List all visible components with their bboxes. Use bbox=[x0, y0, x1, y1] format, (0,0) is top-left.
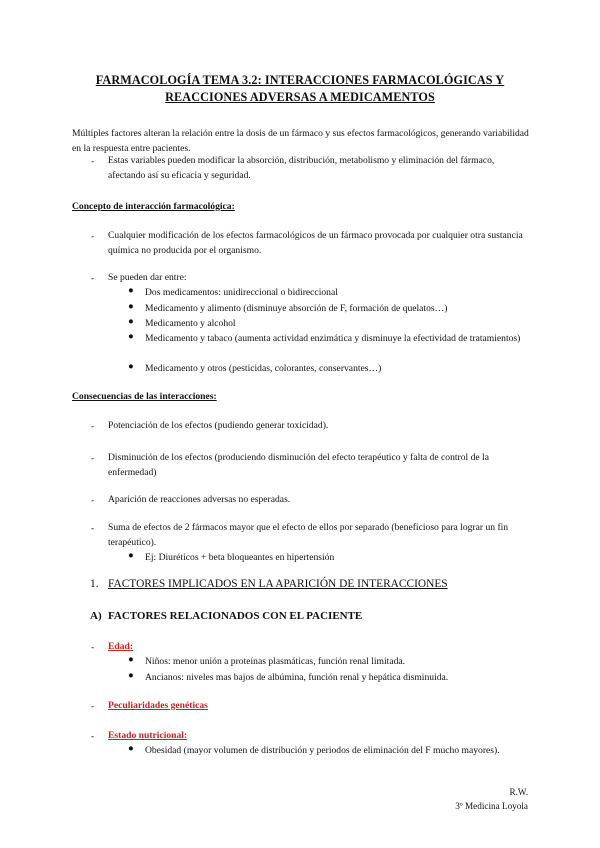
concepto-bullet: Medicamento y alcohol bbox=[145, 318, 236, 329]
dash-marker: - bbox=[91, 642, 95, 653]
footer-course: 3º Medicina Loyola bbox=[455, 801, 528, 811]
concepto-dash-1: Cualquier modificación de los efectos farmacológicos de un fármaco provocada por cualquier otra sustancia química no producida por el organismo. bbox=[108, 230, 523, 256]
consecuencias-dash-3: Aparición de reacciones adversas no esperadas. bbox=[108, 494, 291, 505]
bullet-marker: ● bbox=[128, 301, 134, 312]
concepto-dash-2: Se pueden dar entre: bbox=[108, 272, 187, 283]
concepto-bullet: Medicamento y alimento (disminuye absorción de F, formación de quelatos…) bbox=[145, 303, 448, 314]
edad-bullet: Ancianos: niveles mas bajos de albúmina, función renal y hepática disminuida. bbox=[145, 672, 449, 683]
consecuencias-dash-4: Suma de efectos de 2 fármacos mayor que el efecto de ellos por separado (beneficioso para lograr un fin terapéutico). bbox=[108, 522, 509, 548]
concepto-bullet: Dos medicamentos: unidireccional o bidireccional bbox=[145, 287, 338, 298]
page-title: FARMACOLOGÍA TEMA 3.2: INTERACCIONES FARMACOLÓGICAS Y REACCIONES ADVERSAS A MEDICAMENTOS bbox=[95, 73, 505, 104]
section-1-number: 1. bbox=[90, 578, 99, 590]
dash-marker: - bbox=[91, 453, 95, 464]
edad-bullet: Niños: menor unión a proteínas plasmáticas, función renal limitada. bbox=[145, 656, 406, 667]
edad-label: Edad: bbox=[108, 641, 134, 652]
footer-initials: R.W. bbox=[509, 787, 528, 797]
dash-marker: - bbox=[91, 495, 95, 506]
dash-marker: - bbox=[91, 156, 95, 167]
section-a-title: FACTORES RELACIONADOS CON EL PACIENTE bbox=[108, 610, 363, 622]
dash-marker: - bbox=[91, 523, 95, 534]
section-a-number: A) bbox=[90, 610, 102, 622]
intro-paragraph: Múltiples factores alteran la relación entre la dosis de un fármaco y sus efectos farmacológicos, generando variabilidad en la respuesta entre pacientes. bbox=[72, 128, 529, 154]
bullet-marker: ● bbox=[128, 550, 134, 561]
consecuencias-bullet: Ej: Diuréticos + beta bloqueantes en hipertensión bbox=[145, 552, 335, 563]
consecuencias-dash-2: Disminución de los efectos (produciendo disminución del efecto terapéutico y falta de control de la enfermedad) bbox=[108, 452, 489, 478]
concepto-heading: Concepto de interacción farmacológica: bbox=[72, 201, 235, 212]
consecuencias-dash-1: Potenciación de los efectos (pudiendo generar toxicidad). bbox=[108, 420, 329, 431]
dash-marker: - bbox=[91, 421, 95, 432]
dash-marker: - bbox=[91, 731, 95, 742]
dash-marker: - bbox=[91, 231, 95, 242]
bullet-marker: ● bbox=[128, 670, 134, 681]
nutricional-label: Estado nutricional: bbox=[108, 730, 188, 741]
genetica-label: Peculiaridades genéticas bbox=[108, 700, 208, 711]
bullet-marker: ● bbox=[128, 331, 134, 342]
bullet-marker: ● bbox=[128, 743, 134, 754]
bullet-marker: ● bbox=[128, 316, 134, 327]
dash-marker: - bbox=[91, 701, 95, 712]
consecuencias-heading: Consecuencias de las interacciones: bbox=[72, 391, 217, 402]
bullet-marker: ● bbox=[128, 361, 134, 372]
intro-dash-item: Estas variables pueden modificar la absorción, distribución, metabolismo y eliminación del fármaco, afectando así su eficacia y seguridad. bbox=[108, 155, 495, 181]
section-1-title: FACTORES IMPLICADOS EN LA APARICIÓN DE INTERACCIONES bbox=[108, 578, 448, 590]
nutricional-bullet: Obesidad (mayor volumen de distribución y periodos de eliminación del F mucho mayores). bbox=[145, 745, 500, 756]
dash-marker: - bbox=[91, 273, 95, 284]
bullet-marker: ● bbox=[128, 654, 134, 665]
concepto-bullet: Medicamento y otros (pesticidas, colorantes, conservantes…) bbox=[145, 363, 382, 374]
concepto-bullet: Medicamento y tabaco (aumenta actividad enzimática y disminuye la efectividad de tratamientos) bbox=[145, 333, 521, 344]
bullet-marker: ● bbox=[128, 285, 134, 296]
